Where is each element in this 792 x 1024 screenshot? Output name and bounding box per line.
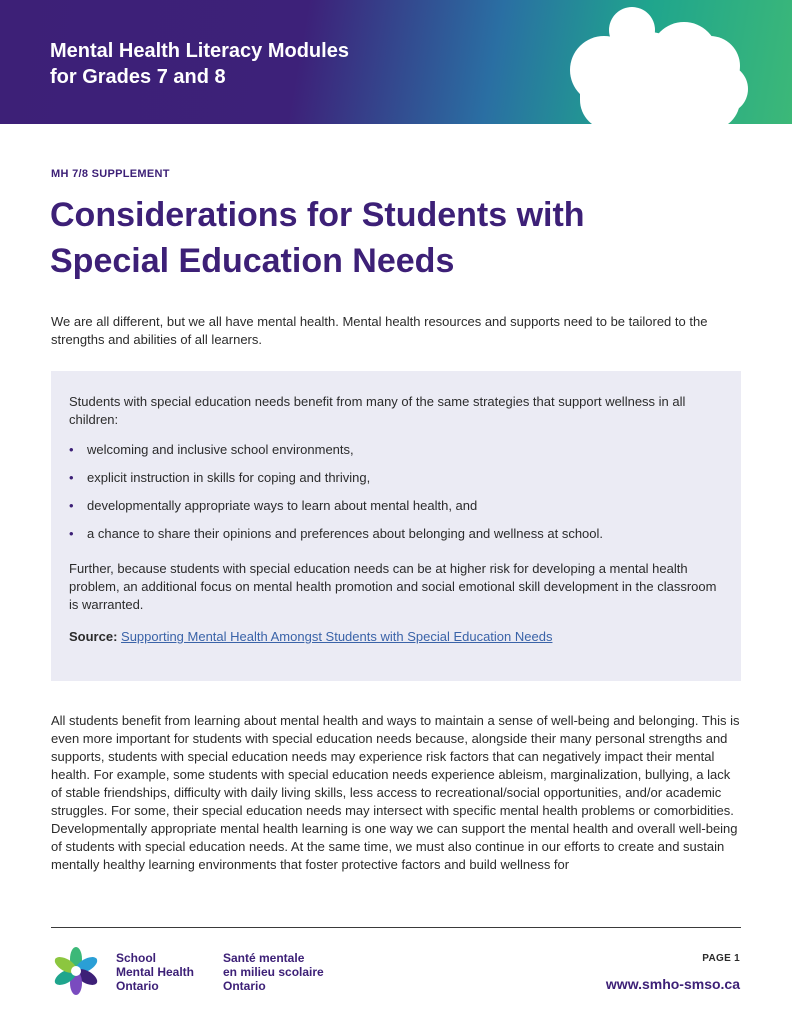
list-item-text: welcoming and inclusive school environments, xyxy=(87,442,354,457)
intro-paragraph: We are all different, but we all have mental health. Mental health resources and supports need to be tailored to the strengths and abilities of all learners. xyxy=(51,314,708,347)
list-item-text: developmentally appropriate ways to learn about mental health, and xyxy=(87,498,478,513)
org-name-line: Mental Health xyxy=(116,965,195,979)
source-label: Source: xyxy=(69,629,118,644)
strategies-list xyxy=(69,441,723,553)
bullet-icon: • xyxy=(69,526,74,541)
page-title-line-1: Considerations for Students with xyxy=(50,196,585,234)
body-paragraph: All students benefit from learning about mental health and ways to maintain a sense of well-being and belonging. This is even more important for students with special education needs because, alongside their many personal strengths and supports, students with special education needs may experience risk factors that can negatively impact their mental health. For example, some students with special education needs experience ableism, marginalization, bullying, a lack of stable friendships, difficulty with daily living skills, less access to recreational/social opportunities, and/or academic struggles. For some, their special education needs may intersect with specific mental health problems or comorbidities. Developmentally appropriate mental health learning is one way we can support the mental health and overall well-being of students with special education needs. At the same time, we must also continue in our efforts to create and sustain mentally healthy learning environments that foster protective factors and build wellness for xyxy=(51,713,740,872)
org-name-line: en milieu scolaire xyxy=(223,965,324,979)
bullet-icon: • xyxy=(69,470,74,485)
series-title-line-2: for Grades 7 and 8 xyxy=(50,66,226,88)
list-item-text: explicit instruction in skills for coping and thriving, xyxy=(87,470,371,485)
source-link[interactable]: Supporting Mental Health Amongst Students with Special Education Needs xyxy=(121,629,553,644)
list-item-text: a chance to share their opinions and preferences about belonging and wellness at school. xyxy=(87,526,604,541)
header-banner xyxy=(0,0,792,124)
org-name-line: Santé mentale xyxy=(223,951,305,965)
bullet-icon: • xyxy=(69,442,74,457)
page-number: PAGE 1 xyxy=(702,953,740,964)
supplement-label: MH 7/8 SUPPLEMENT xyxy=(51,168,170,180)
callout-lead: Students with special education needs benefit from many of the same strategies that support wellness in all children: xyxy=(69,394,686,427)
smho-logo-icon xyxy=(51,946,101,996)
org-name-line: School xyxy=(116,951,157,965)
callout-further-paragraph: Further, because students with special education needs can be at higher risk for developing a mental health problem, an additional focus on mental health promotion and social emotional skill development in the classroom is warranted. xyxy=(69,561,717,612)
series-title xyxy=(50,38,510,90)
source-line xyxy=(69,628,723,646)
org-name-line: Ontario xyxy=(223,979,266,993)
footer-divider xyxy=(51,927,741,928)
list-item xyxy=(69,441,723,469)
page-title xyxy=(50,192,730,284)
org-name-english xyxy=(116,951,216,993)
strategies-callout-box xyxy=(51,371,741,681)
org-name-line: Ontario xyxy=(116,979,159,993)
list-item xyxy=(69,497,723,525)
series-title-line-1: Mental Health Literacy Modules xyxy=(50,40,349,62)
page-title-line-2: Special Education Needs xyxy=(50,242,455,280)
list-item xyxy=(69,525,723,553)
bullet-icon: • xyxy=(69,498,74,513)
list-item xyxy=(69,469,723,497)
flower-decoration-icon xyxy=(560,0,792,124)
website-url[interactable]: www.smho-smso.ca xyxy=(605,976,740,992)
org-name-french xyxy=(223,951,353,993)
